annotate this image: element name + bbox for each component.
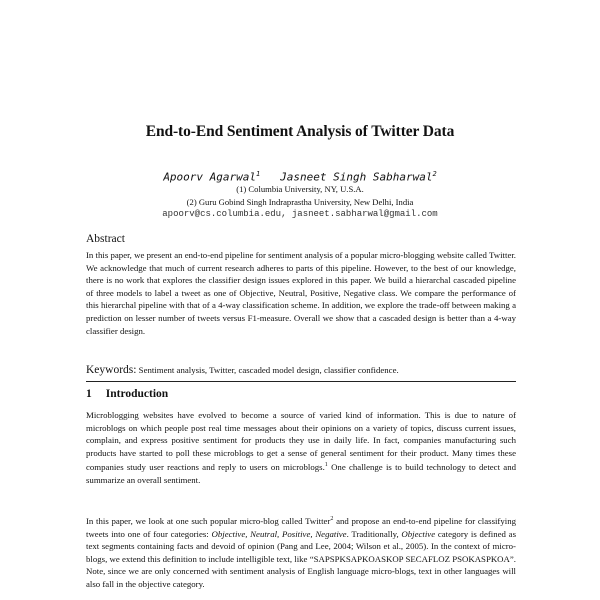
intro-paragraph-2 [86,513,516,590]
author-name: Jasneet Singh Sabharwal [280,170,433,184]
objective-term: Objective [401,528,436,539]
paper-title: End-to-End Sentiment Analysis of Twitter Data [145,123,455,140]
paragraph-text: Microblogging websites have evolved to become a source of varied kind of information. This is due to nature of microblogs on which people post real time messages about their opinions on a variety of topics, discuss current issues, complain, and express positive sentiment for products they use in daily life. In fact, companies manufacturing such products have started to poll these microblogs to get a sense of general sentiment for their product. Many times these companies study user reactions and reply to users on microblogs. [86,410,516,473]
section-title: Introduction [105,388,169,400]
intro-paragraph-1 [86,409,516,486]
abstract-heading: Abstract [86,233,125,245]
category-list: Objective, Neutral, Positive, Negative [211,528,347,539]
abstract-text: In this paper, we present an end-to-end pipeline for sentiment analysis of a popular micro-blogging website called Twitter. We acknowledge that much of current research adheres to parts of this pipeline. However, to the best of our knowledge, there is no work that explores the classifier design issues explored in this paper. We build a hierarchal cascaded pipeline of three models to label a tweet as one of Objective, Neutral, Positive, Negative class. We compare the performance of this hierarchal pipeline with that of a 4-way classification scheme. In addition, we explore the trade-off between making a prediction on lesser number of tweets versus F1-measure. Overall we show that a cascaded design is better than a 4-way classifier design. [86,250,516,336]
author-name: Apoorv Agarwal [163,170,257,184]
keywords-label: Keywords: [86,364,137,376]
section-heading-introduction [86,388,168,400]
affiliation-2: (2) Guru Gobind Singh Indraprastha University, New Delhi, India [186,197,414,207]
section-number: 1 [86,388,92,400]
paragraph-text: In this paper, we look at one such popular micro-blog called Twitter [86,515,331,526]
author-mark: 2 [432,170,437,178]
footnote-mark: 1 [324,462,328,469]
paragraph-text: category is defined as text segments containing facts and devoid of opinion (Pang and Lee, 2004; Wilson et al., 2005). In the context of micro-blogs, we extend this definition to include intelligible text, like “SAPSPKSAPKOASKOP SECAFLOZ PSOKASPKOA”. Note, since we are only concerned with sentiment analysis of English language micro-blogs, text in other languages will also fall in the objective category. [86,528,517,589]
paragraph-text: . Traditionally, [346,528,402,539]
footnote-mark: 2 [330,516,334,522]
affiliation-1: (1) Columbia University, NY, U.S.A. [236,184,364,194]
author-line [0,170,600,184]
author-emails: apoorv@cs.columbia.edu, jasneet.sabharwal@gmail.com [162,209,438,219]
paragraph-text: and propose an end-to-end pipeline for classifying tweets into one of four categories: [86,515,517,539]
section-divider [86,381,516,382]
paragraph-text: One challenge is to build technology to detect and summarize an overall sentiment. [86,462,516,485]
keywords-text: Sentiment analysis, Twitter, cascaded model design, classifier confidence. [138,365,399,375]
keywords [86,364,516,376]
author-mark: 1 [256,170,261,178]
